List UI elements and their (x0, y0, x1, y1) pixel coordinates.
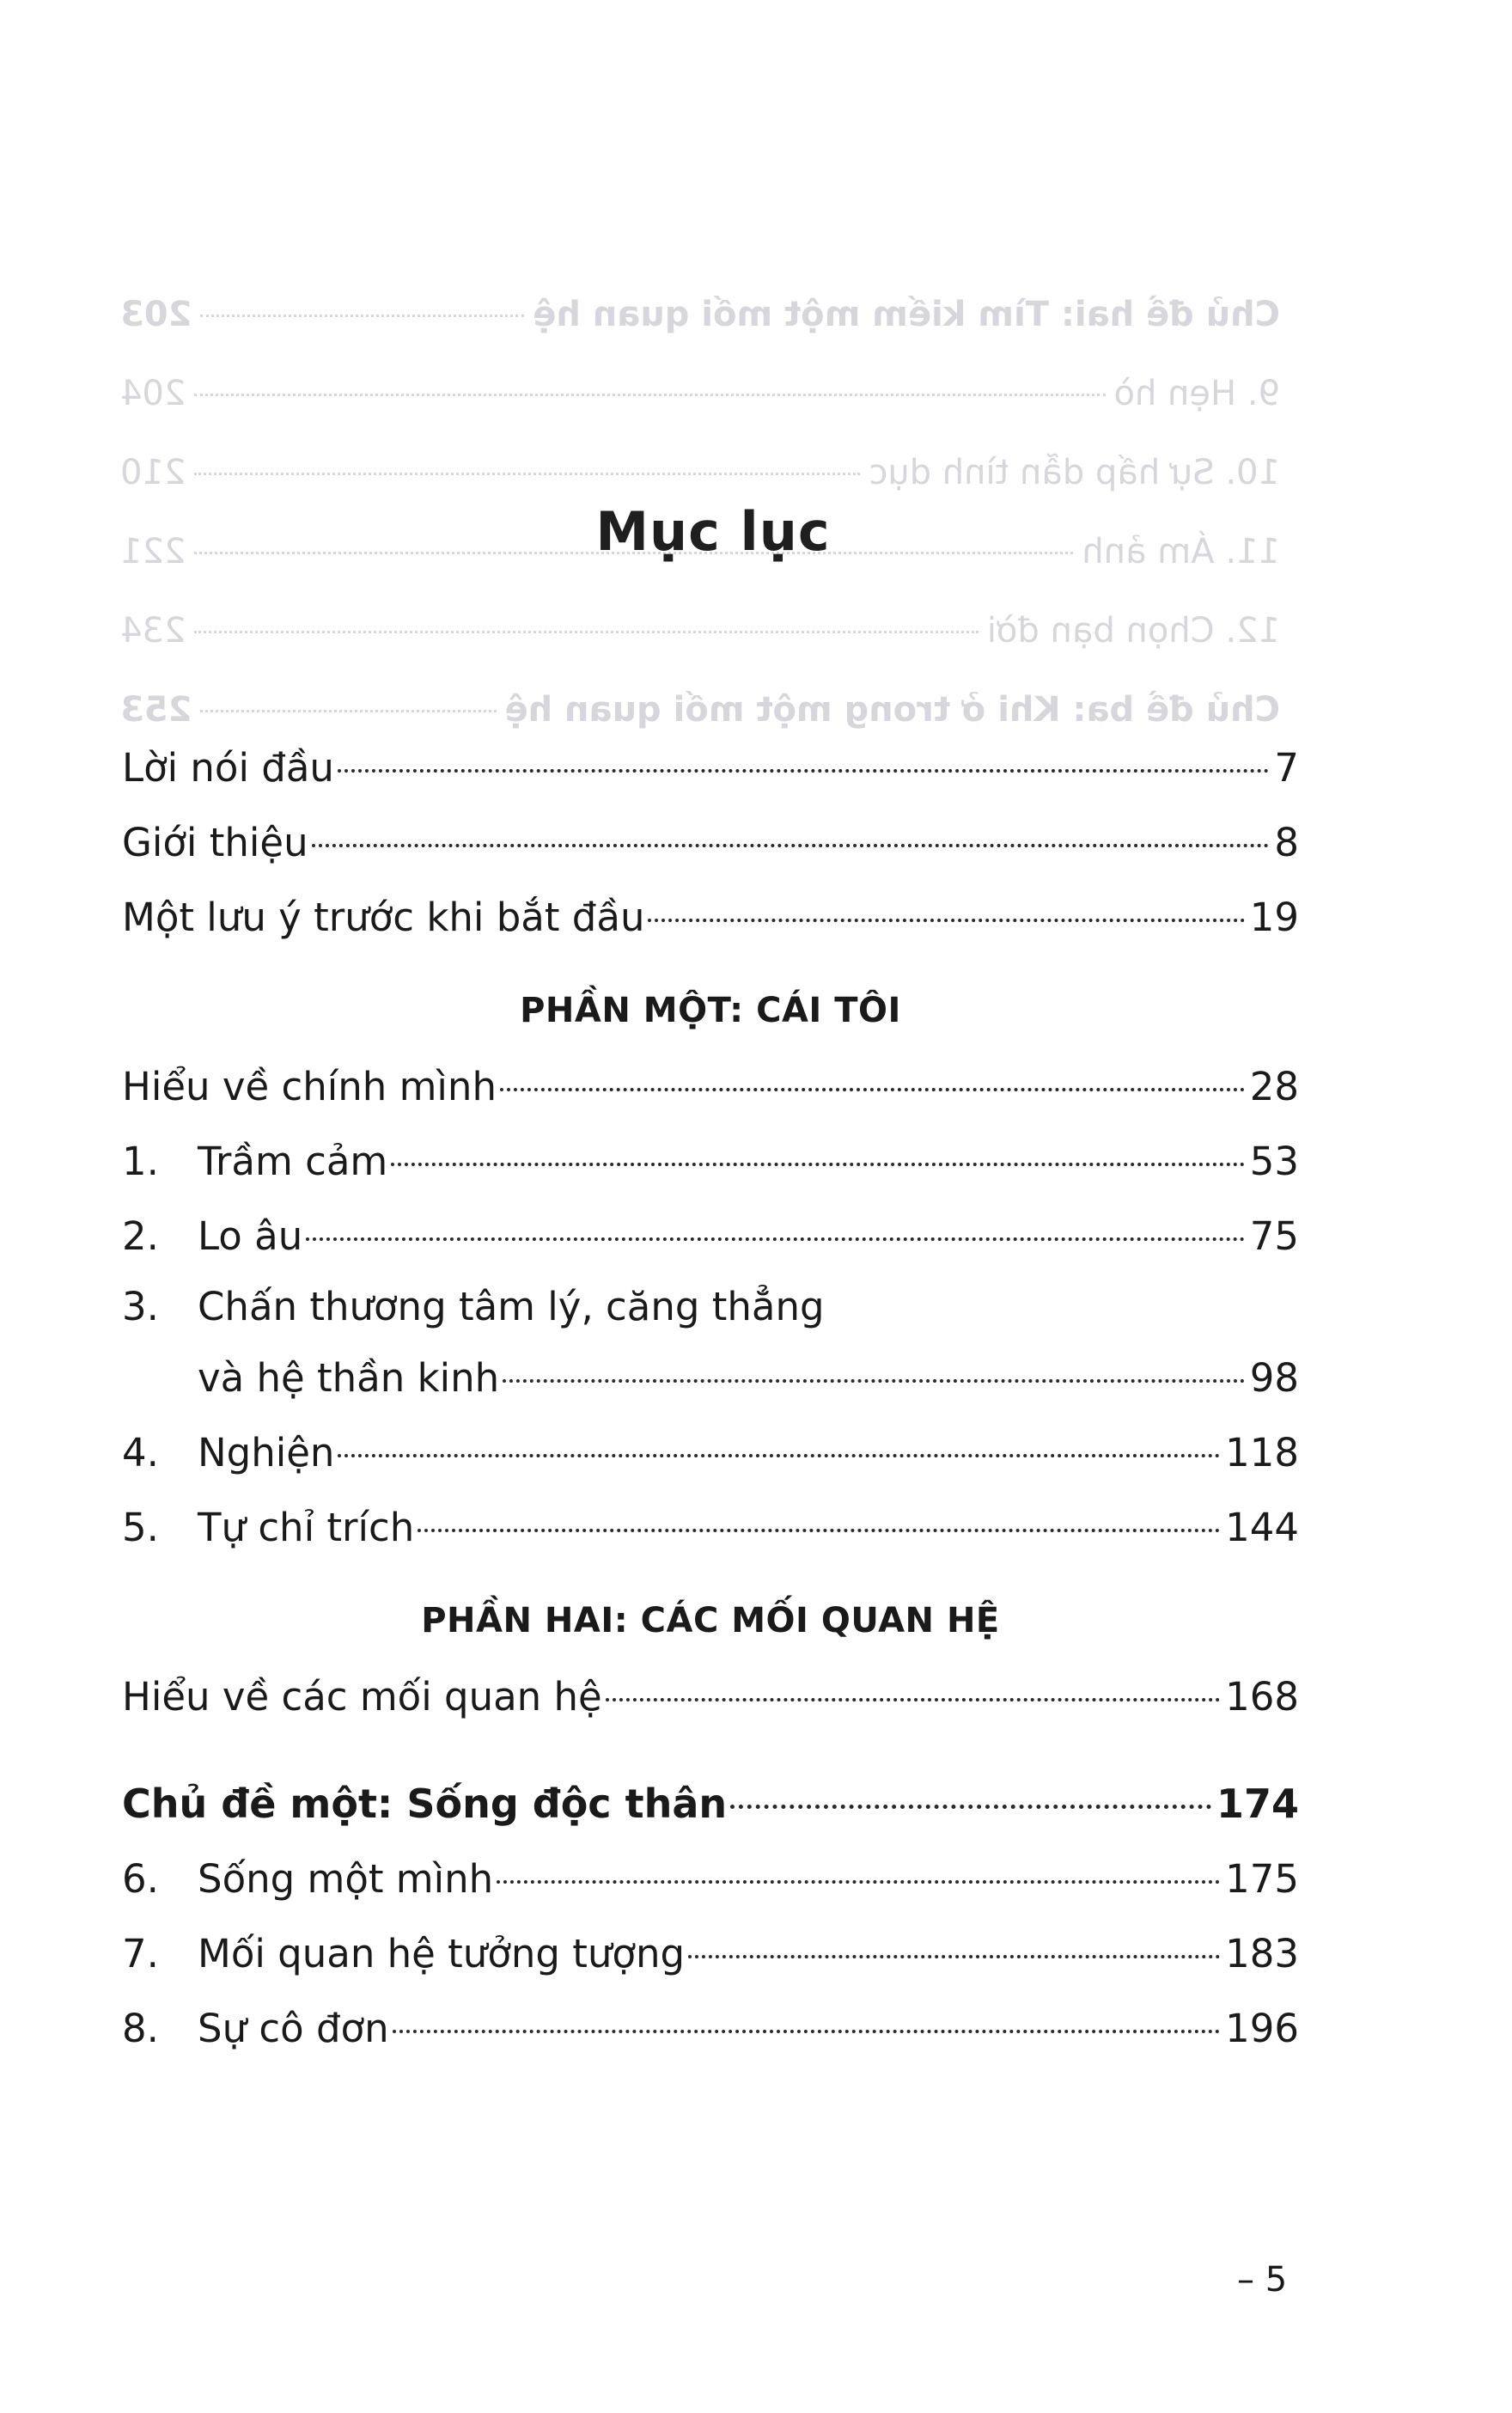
toc-entry-topic-one[interactable] (122, 1767, 1299, 1842)
bleed-label: 10. Sự hấp dẫn tình dục (869, 453, 1280, 492)
dot-leader (688, 1955, 1220, 1958)
toc-entry-label: Chấn thương tâm lý, căng thẳng (198, 1284, 825, 1329)
toc-entry-page: 168 (1225, 1674, 1299, 1720)
toc-entry-page: 174 (1216, 1781, 1299, 1827)
toc-entry-preface[interactable] (122, 730, 1299, 805)
bleed-label: Chủ đề ba: Khi ở trong một mối quan hệ (504, 690, 1280, 730)
dot-leader (730, 1805, 1211, 1809)
dot-leader (497, 1880, 1220, 1884)
toc-entry-label: Lo âu (198, 1213, 303, 1259)
dot-leader (312, 844, 1270, 847)
bleed-dots (194, 473, 860, 475)
toc-entry-label: Mối quan hệ tưởng tượng (198, 1931, 686, 1976)
toc-entry-label: Tự chỉ trích (198, 1505, 415, 1550)
toc-entry-page: 53 (1249, 1139, 1299, 1184)
dot-leader (338, 1454, 1220, 1457)
toc-entry-page: 118 (1225, 1430, 1299, 1475)
dot-leader (306, 1237, 1245, 1241)
bleed-page: 204 (120, 374, 186, 413)
chapter-number: 8. (122, 2006, 159, 2051)
bleed-label: 11. Ám ảnh (1082, 532, 1280, 571)
toc-entry-chapter-1[interactable] (122, 1124, 1299, 1199)
toc-entry-chapter-3[interactable] (122, 1274, 1299, 1415)
toc-entry-page: 7 (1274, 745, 1299, 791)
toc-entry-chapter-8[interactable] (122, 1991, 1299, 2066)
bleed-page: 234 (120, 611, 186, 651)
toc-entry-label: Hiểu về các mối quan hệ (122, 1674, 602, 1720)
bleed-row (120, 591, 1280, 670)
dot-leader (338, 769, 1269, 773)
dot-leader (503, 1379, 1245, 1383)
chapter-number: 4. (122, 1430, 159, 1475)
toc-entry-label: Lời nói đầu (122, 745, 334, 791)
page-title: Mục lục (595, 499, 831, 563)
toc-entry-page: 196 (1225, 2006, 1299, 2051)
toc-entry-chapter-7[interactable] (122, 1916, 1299, 1991)
chapter-number: 3. (122, 1284, 159, 1329)
toc-entry-chapter-5[interactable] (122, 1490, 1299, 1565)
bleed-dots (194, 631, 979, 633)
toc-entry-line (122, 1341, 1299, 1415)
table-of-contents (122, 730, 1299, 2066)
bleed-label: Chủ đề hai: Tìm kiếm một mối quan hệ (533, 295, 1280, 334)
bleed-page: 221 (120, 532, 186, 571)
toc-entry-label: Giới thiệu (122, 820, 308, 865)
chapter-number: 6. (122, 1856, 159, 1902)
bleed-page: 210 (120, 453, 186, 492)
chapter-number: 5. (122, 1505, 159, 1550)
bleed-dots (201, 315, 525, 317)
toc-entry-chapter-2[interactable] (122, 1199, 1299, 1274)
dot-leader (648, 919, 1244, 922)
toc-entry-page: 98 (1249, 1355, 1299, 1401)
bleed-row (120, 275, 1280, 354)
toc-entry-chapter-6[interactable] (122, 1842, 1299, 1916)
toc-entry-page: 28 (1249, 1064, 1299, 1109)
bleed-dots (201, 710, 497, 712)
dot-leader (393, 2030, 1221, 2033)
toc-entry-understanding-self[interactable] (122, 1049, 1299, 1124)
toc-entry-label: Sự cô đơn (198, 2006, 389, 2051)
toc-entry-chapter-4[interactable] (122, 1415, 1299, 1490)
toc-entry-label: Nghiện (198, 1430, 335, 1475)
dot-leader (418, 1529, 1220, 1532)
chapter-number: 1. (122, 1139, 159, 1184)
toc-entry-understanding-relationships[interactable] (122, 1659, 1299, 1734)
part-two-heading: PHẦN HAI: CÁC MỐI QUAN HỆ (421, 1601, 1000, 1640)
toc-entry-introduction[interactable] (122, 805, 1299, 880)
chapter-number: 7. (122, 1931, 159, 1976)
chapter-number: 2. (122, 1213, 159, 1259)
bleed-dots (194, 394, 1105, 396)
toc-entry-label: Một lưu ý trước khi bắt đầu (122, 895, 645, 940)
toc-entry-page: 75 (1249, 1213, 1299, 1259)
bleed-label: 9. Hẹn hò (1113, 374, 1280, 413)
toc-entry-label: Chủ đề một: Sống độc thân (122, 1781, 728, 1827)
toc-entry-label: Trầm cảm (198, 1139, 388, 1184)
dot-leader (391, 1163, 1244, 1166)
part-one-heading: PHẦN MỘT: CÁI TÔI (520, 991, 901, 1030)
toc-entry-label: Sống một mình (198, 1856, 494, 1902)
page-number: – 5 (1237, 2260, 1288, 2300)
toc-entry-page: 175 (1225, 1856, 1299, 1902)
bleed-label: 12. Chọn bạn đời (986, 611, 1280, 651)
toc-entry-line (122, 1274, 1299, 1341)
bleed-page: 203 (120, 295, 192, 334)
toc-entry-note-before-starting[interactable] (122, 880, 1299, 955)
toc-entry-page: 144 (1225, 1505, 1299, 1550)
dot-leader (500, 1088, 1245, 1091)
toc-entry-page: 183 (1225, 1931, 1299, 1976)
dot-leader (606, 1698, 1220, 1701)
bleed-row (120, 354, 1280, 433)
toc-entry-label: Hiểu về chính mình (122, 1064, 497, 1109)
toc-entry-label-continued: và hệ thần kinh (198, 1355, 500, 1401)
toc-entry-page: 8 (1274, 820, 1299, 865)
bleed-page: 253 (120, 690, 192, 730)
toc-entry-page: 19 (1249, 895, 1299, 940)
